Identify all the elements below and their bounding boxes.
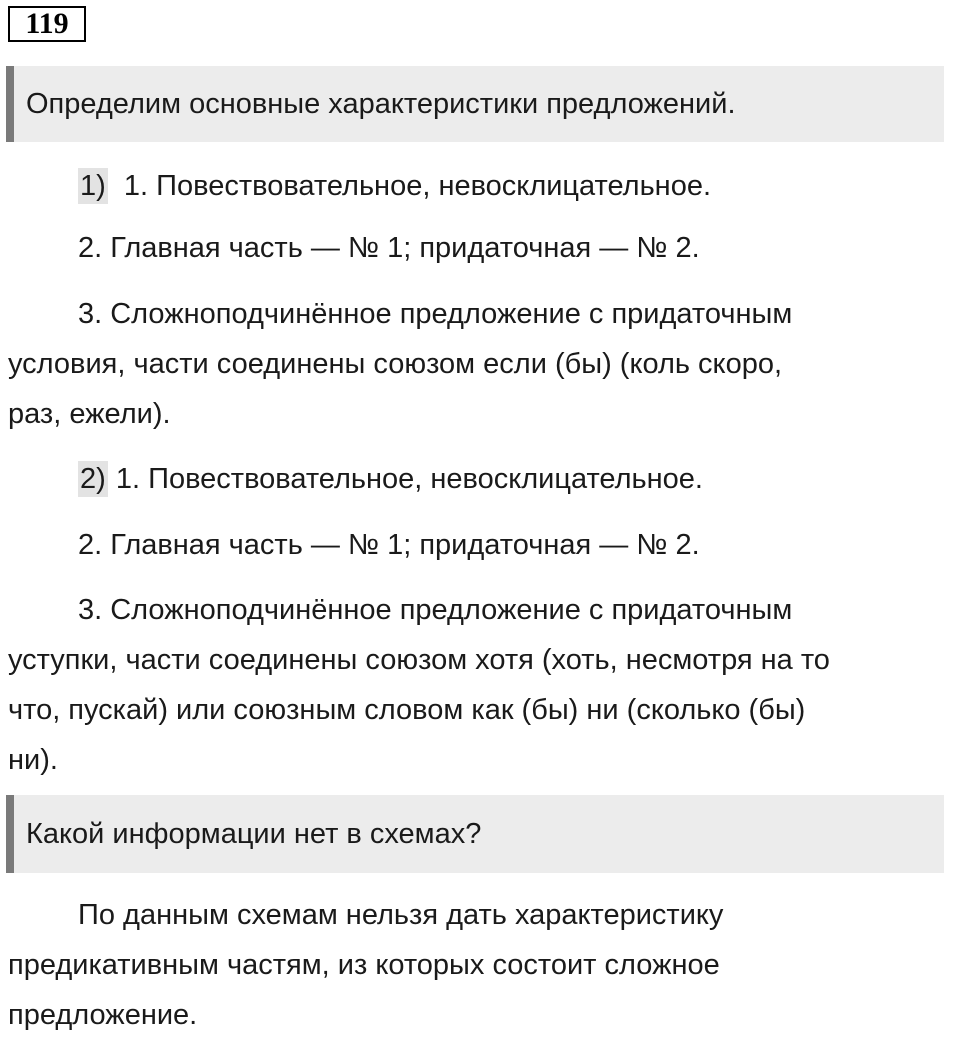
question-block: [6, 795, 944, 873]
item-1-p3-line: условия, части соединены союзом если (бы) (коль скоро,: [8, 348, 783, 380]
item-1-p3-line: 3. Сложноподчинённое предложение с придаточным: [78, 298, 793, 330]
question-text: Какой информации нет в схемах?: [26, 817, 482, 850]
item-1-line-1: [78, 170, 711, 202]
item-1-p1: 1. Повествовательное, невосклицательное.: [123, 170, 712, 202]
item-2-p2: 2. Главная часть — № 1; придаточная — № 2.: [78, 529, 700, 561]
item-2-p3-line: 3. Сложноподчинённое предложение с придаточным: [78, 594, 793, 626]
item-1-number: 1): [80, 170, 106, 202]
item-2-p1: 1. Повествовательное, невосклицательное.: [115, 463, 703, 495]
answer-line: предикативным частям, из которых состоит сложное: [8, 949, 720, 981]
item-2-p3-line: уступки, части соединены союзом хотя (хоть, несмотря на то: [8, 644, 830, 676]
question-block: [6, 66, 944, 142]
item-1-p3-line: раз, ежели).: [8, 398, 171, 430]
question-text: Определим основные характеристики предложений.: [26, 87, 736, 120]
item-2-line-1: [78, 463, 703, 495]
answer-line: По данным схемам нельзя дать характеристику: [78, 899, 724, 931]
task-number: 119: [8, 6, 86, 42]
item-1-p2: 2. Главная часть — № 1; придаточная — № 2.: [78, 232, 700, 264]
item-2-p3-line: что, пускай) или союзным словом как (бы) ни (сколько (бы): [8, 694, 806, 726]
item-2-number: 2): [80, 463, 106, 495]
item-2-p3-line: ни).: [8, 744, 58, 776]
answer-line: предложение.: [8, 999, 198, 1031]
